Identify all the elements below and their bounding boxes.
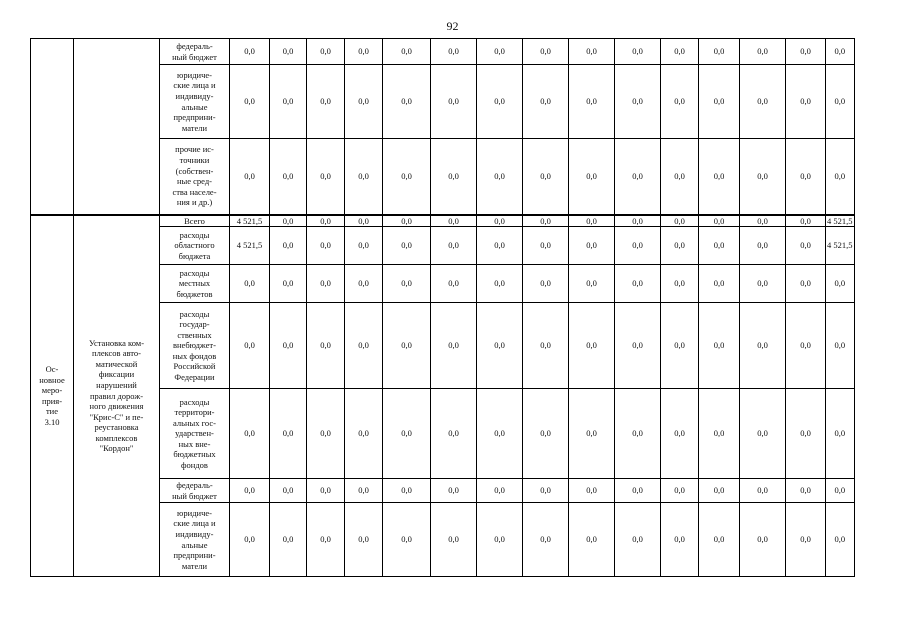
value-cell: 4 521,5 xyxy=(827,215,853,226)
value-cell: 0,0 xyxy=(699,389,740,479)
value-cell: 0,0 xyxy=(661,227,699,265)
value-cell: 0,0 xyxy=(477,479,523,503)
value-cell: 0,0 xyxy=(307,303,345,389)
value-cell: 0,0 xyxy=(307,65,345,139)
value-cell: 0,0 xyxy=(569,215,615,227)
value-cell: 0,0 xyxy=(740,479,786,503)
value-cell: 0,0 xyxy=(270,39,307,65)
value-cell: 0,0 xyxy=(740,389,786,479)
value-cell: 0,0 xyxy=(786,503,826,577)
value-cell: 0,0 xyxy=(383,479,431,503)
table-body xyxy=(31,39,855,577)
value-cell: 0,0 xyxy=(477,303,523,389)
value-cell: 0,0 xyxy=(786,139,826,215)
value-cell: 0,0 xyxy=(523,215,569,227)
value-cell: 0,0 xyxy=(786,227,826,265)
value-cell: 0,0 xyxy=(826,65,855,139)
value-cell: 0,0 xyxy=(477,39,523,65)
value-cell: 0,0 xyxy=(786,215,826,227)
value-cell: 0,0 xyxy=(383,215,431,227)
value-cell: 0,0 xyxy=(523,479,569,503)
value-cell: 0,0 xyxy=(307,389,345,479)
source-cell: расходы местных бюджетов xyxy=(160,265,230,303)
value-cell: 0,0 xyxy=(270,389,307,479)
value-cell: 0,0 xyxy=(740,139,786,215)
value-cell: 0,0 xyxy=(615,227,661,265)
value-cell: 0,0 xyxy=(431,389,477,479)
value-cell: 0,0 xyxy=(786,265,826,303)
value-cell: 0,0 xyxy=(661,139,699,215)
value-cell: 0,0 xyxy=(523,265,569,303)
value-cell: 0,0 xyxy=(345,503,383,577)
value-cell: 0,0 xyxy=(740,39,786,65)
value-cell: 0,0 xyxy=(523,65,569,139)
value-cell: 0,0 xyxy=(230,303,270,389)
value-cell: 0,0 xyxy=(786,303,826,389)
value-cell: 4 521,5 xyxy=(230,227,270,265)
value-cell: 0,0 xyxy=(826,303,855,389)
budget-table xyxy=(30,38,855,577)
source-cell: юридиче- ские лица и индивиду- альные предприни- матели xyxy=(160,503,230,577)
value-cell: 0,0 xyxy=(431,227,477,265)
value-cell: 0,0 xyxy=(307,479,345,503)
value-cell: 0,0 xyxy=(230,139,270,215)
value-cell: 0,0 xyxy=(523,227,569,265)
value-cell: 0,0 xyxy=(383,265,431,303)
value-cell: 0,0 xyxy=(786,479,826,503)
value-cell: 0,0 xyxy=(431,503,477,577)
value-cell: 0,0 xyxy=(826,503,855,577)
value-cell: 0,0 xyxy=(523,39,569,65)
value-cell: 4 521,5 xyxy=(230,215,270,227)
value-cell: 0,0 xyxy=(699,479,740,503)
value-cell: 0,0 xyxy=(661,65,699,139)
value-cell: 0,0 xyxy=(477,265,523,303)
value-cell: 0,0 xyxy=(615,139,661,215)
value-cell: 0,0 xyxy=(569,265,615,303)
status-cell: Ос- новное меро- прия- тие 3.10 xyxy=(31,215,74,577)
value-cell: 0,0 xyxy=(270,215,307,227)
value-cell: 0,0 xyxy=(826,39,855,65)
source-cell: расходы государ- ственных внебюджет- ных фондов Российской Федерации xyxy=(160,303,230,389)
value-cell: 0,0 xyxy=(615,389,661,479)
value-cell: 0,0 xyxy=(615,503,661,577)
value-cell: 0,0 xyxy=(431,215,477,227)
value-cell: 0,0 xyxy=(661,265,699,303)
value-cell: 0,0 xyxy=(307,139,345,215)
value-cell: 0,0 xyxy=(569,389,615,479)
table-row xyxy=(31,39,855,65)
value-cell: 0,0 xyxy=(569,139,615,215)
value-cell: 0,0 xyxy=(383,389,431,479)
value-cell: 0,0 xyxy=(431,303,477,389)
value-cell: 0,0 xyxy=(826,139,855,215)
value-cell: 0,0 xyxy=(661,215,699,227)
value-cell: 0,0 xyxy=(345,215,383,227)
source-cell: федераль- ный бюджет xyxy=(160,39,230,65)
source-cell: расходы территори- альных гос- ударствен- ных вне- бюджетных фондов xyxy=(160,389,230,479)
value-cell: 0,0 xyxy=(230,389,270,479)
value-cell: 0,0 xyxy=(523,303,569,389)
value-cell: 0,0 xyxy=(431,65,477,139)
value-cell: 0,0 xyxy=(615,215,661,227)
value-cell: 0,0 xyxy=(431,479,477,503)
value-cell: 0,0 xyxy=(615,65,661,139)
value-cell: 0,0 xyxy=(786,389,826,479)
source-cell: юридиче- ские лица и индивиду- альные предприни- матели xyxy=(160,65,230,139)
value-cell: 0,0 xyxy=(826,479,855,503)
value-cell: 0,0 xyxy=(523,389,569,479)
value-cell: 0,0 xyxy=(307,215,345,227)
value-cell: 0,0 xyxy=(569,479,615,503)
value-cell: 0,0 xyxy=(661,39,699,65)
value-cell: 0,0 xyxy=(307,265,345,303)
value-cell: 0,0 xyxy=(477,139,523,215)
value-cell: 0,0 xyxy=(661,389,699,479)
value-cell: 0,0 xyxy=(477,65,523,139)
value-cell: 0,0 xyxy=(230,39,270,65)
value-cell: 0,0 xyxy=(345,479,383,503)
value-cell: 0,0 xyxy=(569,303,615,389)
source-cell: федераль- ный бюджет xyxy=(160,479,230,503)
value-cell: 0,0 xyxy=(270,227,307,265)
value-cell: 0,0 xyxy=(431,265,477,303)
value-cell: 0,0 xyxy=(383,303,431,389)
value-cell: 0,0 xyxy=(345,303,383,389)
value-cell: 0,0 xyxy=(383,139,431,215)
value-cell: 0,0 xyxy=(740,215,786,227)
value-cell: 0,0 xyxy=(740,227,786,265)
value-cell: 0,0 xyxy=(230,479,270,503)
value-cell: 0,0 xyxy=(477,389,523,479)
value-cell: 0,0 xyxy=(661,503,699,577)
value-cell: 0,0 xyxy=(523,503,569,577)
value-cell: 0,0 xyxy=(786,39,826,65)
value-cell: 0,0 xyxy=(307,227,345,265)
value-cell: 0,0 xyxy=(569,39,615,65)
value-cell: 0,0 xyxy=(615,303,661,389)
value-cell: 0,0 xyxy=(230,65,270,139)
value-cell: 0,0 xyxy=(569,503,615,577)
value-cell: 0,0 xyxy=(230,503,270,577)
value-cell: 0,0 xyxy=(740,65,786,139)
value-cell: 0,0 xyxy=(477,227,523,265)
source-cell: Всего xyxy=(160,215,230,227)
value-cell: 0,0 xyxy=(699,215,740,227)
value-cell: 0,0 xyxy=(383,227,431,265)
value-cell: 0,0 xyxy=(699,265,740,303)
value-cell: 0,0 xyxy=(477,503,523,577)
value-cell: 0,0 xyxy=(270,139,307,215)
page-number: 92 xyxy=(446,19,459,33)
value-cell: 0,0 xyxy=(230,265,270,303)
status-cell xyxy=(31,39,74,215)
value-cell: 4 521,5 xyxy=(826,227,855,265)
value-cell: 0,0 xyxy=(345,265,383,303)
value-cell: 0,0 xyxy=(345,389,383,479)
value-cell: 0,0 xyxy=(307,503,345,577)
value-cell: 0,0 xyxy=(615,39,661,65)
value-cell: 0,0 xyxy=(699,65,740,139)
name-cell xyxy=(74,39,160,215)
value-cell: 0,0 xyxy=(383,65,431,139)
table-row xyxy=(31,215,855,227)
value-cell: 0,0 xyxy=(661,303,699,389)
value-cell: 0,0 xyxy=(345,39,383,65)
value-cell: 0,0 xyxy=(699,503,740,577)
value-cell: 0,0 xyxy=(569,227,615,265)
value-cell: 0,0 xyxy=(786,65,826,139)
value-cell: 0,0 xyxy=(345,139,383,215)
value-cell: 0,0 xyxy=(383,503,431,577)
value-cell: 0,0 xyxy=(826,265,855,303)
value-cell: 0,0 xyxy=(740,503,786,577)
value-cell: 0,0 xyxy=(699,139,740,215)
name-cell: Установка ком- плексов авто- матической фиксации нарушений правил дорож- ного движения "Крис-С" и пе- реустановка комплексов "Кордон" xyxy=(74,215,160,577)
value-cell: 0,0 xyxy=(740,303,786,389)
value-cell: 0,0 xyxy=(699,39,740,65)
value-cell: 0,0 xyxy=(270,265,307,303)
value-cell: 0,0 xyxy=(383,39,431,65)
value-cell: 0,0 xyxy=(523,139,569,215)
value-cell: 0,0 xyxy=(661,479,699,503)
value-cell: 0,0 xyxy=(740,265,786,303)
value-cell: 0,0 xyxy=(270,503,307,577)
value-cell: 0,0 xyxy=(345,227,383,265)
value-cell: 0,0 xyxy=(826,389,855,479)
value-cell: 0,0 xyxy=(615,479,661,503)
value-cell: 0,0 xyxy=(477,215,523,227)
value-cell: 0,0 xyxy=(699,227,740,265)
value-cell: 0,0 xyxy=(345,65,383,139)
value-cell: 0,0 xyxy=(431,139,477,215)
value-cell: 0,0 xyxy=(307,39,345,65)
value-cell: 0,0 xyxy=(569,65,615,139)
source-cell: расходы областного бюджета xyxy=(160,227,230,265)
value-cell: 0,0 xyxy=(270,303,307,389)
source-cell: прочие ис- точники (собствен- ные сред- ства населе- ния и др.) xyxy=(160,139,230,215)
value-cell: 0,0 xyxy=(270,479,307,503)
value-cell: 0,0 xyxy=(431,39,477,65)
value-cell: 0,0 xyxy=(699,303,740,389)
value-cell: 0,0 xyxy=(615,265,661,303)
value-cell: 0,0 xyxy=(270,65,307,139)
